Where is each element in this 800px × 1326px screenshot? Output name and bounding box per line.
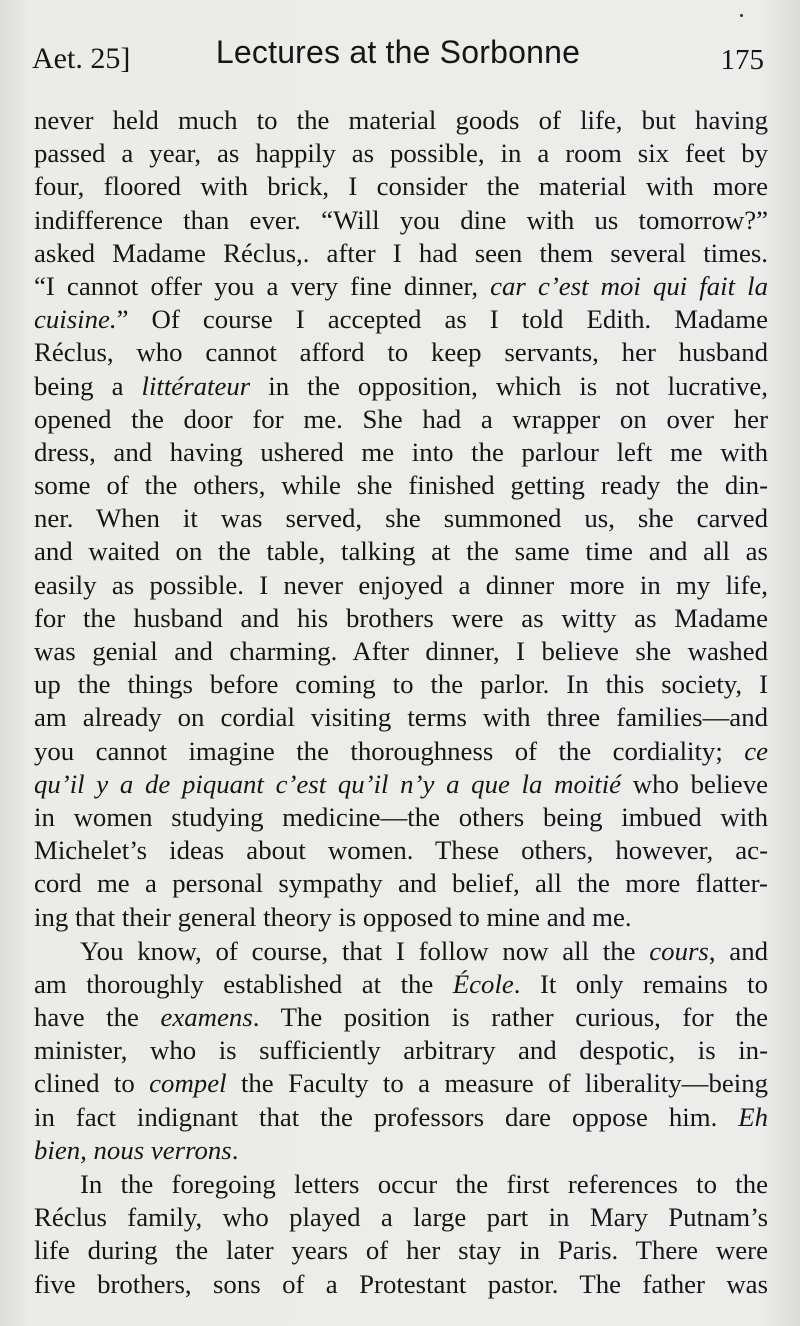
text-line: [34, 701, 768, 734]
text-line: [34, 137, 768, 170]
text-run: for the husband and his brothers were as witty as Madame: [34, 602, 768, 633]
text-line: [34, 968, 768, 1001]
text-run: who believe: [621, 768, 768, 799]
text-run: am already on cordial visiting terms with three families—and: [34, 702, 768, 733]
text-line: [34, 270, 768, 303]
text-line: [34, 170, 768, 203]
text-line: [34, 1067, 768, 1100]
text-line: [34, 801, 768, 834]
text-run: up the things before coming to the parlor. In this society, I: [34, 669, 768, 700]
text-run: indifference than ever. “Will you dine with us tomorrow?”: [34, 204, 768, 235]
text-line: [34, 1001, 768, 1034]
text-run: in the opposition, which is not lucrative,: [250, 370, 769, 401]
text-line: [34, 768, 768, 801]
text-line: [34, 1168, 768, 1201]
text-run: some of the others, while she finished getting ready the din-: [34, 470, 768, 501]
text-run: ing that their general theory is opposed to mine and me.: [34, 901, 632, 932]
text-run: In the foregoing letters occur the first references to the: [80, 1169, 768, 1199]
text-run: easily as possible. I never enjoyed a dinner more in my life,: [34, 569, 768, 600]
italic-phrase: École: [452, 968, 514, 999]
text-line: [34, 1268, 768, 1301]
text-run: am thoroughly established at the: [34, 968, 453, 999]
text-run: minister, who is sufficiently arbitrary and despotic, is in-: [34, 1035, 768, 1066]
italic-phrase: Eh: [738, 1101, 768, 1132]
text-run: life during the later years of her stay in Paris. There were: [34, 1235, 768, 1266]
text-line: [34, 336, 768, 369]
text-run: . It only remains to: [513, 968, 768, 999]
text-run: ner. When it was served, she summoned us, she carved: [34, 503, 768, 534]
text-line: [34, 602, 768, 635]
text-line: [34, 1101, 768, 1134]
italic-phrase: cuisine.: [34, 304, 117, 335]
text-line: [34, 469, 768, 502]
text-line: [34, 901, 768, 934]
italic-phrase: bien, nous verrons: [34, 1134, 232, 1165]
header-title: Lectures at the Sorbonne: [215, 34, 581, 70]
text-run: Michelet’s ideas about women. These others, however, ac-: [34, 835, 768, 866]
text-line: [34, 1234, 768, 1267]
text-run: dress, and having ushered me into the parlour left me with: [34, 436, 768, 467]
text-line: [34, 569, 768, 602]
text-run: the Faculty to a measure of liberality—being: [226, 1068, 768, 1099]
text-run: in fact indignant that the professors dare oppose him.: [34, 1101, 739, 1132]
page-number: 175: [720, 44, 764, 76]
text-run: Réclus family, who played a large part in Mary Putnam’s: [34, 1202, 768, 1233]
text-run: “I cannot offer you a very fine dinner,: [34, 270, 491, 301]
text-line: [34, 834, 768, 867]
text-line: [34, 1134, 768, 1167]
text-line: [34, 935, 768, 968]
text-run: cord me a personal sympathy and belief, all the more flatter-: [34, 868, 768, 899]
italic-phrase: examens: [160, 1002, 253, 1033]
text-run: five brothers, sons of a Protestant pastor. The father was: [34, 1268, 768, 1299]
text-line: [34, 535, 768, 568]
text-run: have the: [34, 1002, 161, 1033]
text-run: ” Of course I accepted as I told Edith. Madame: [116, 304, 768, 335]
text-run: and waited on the table, talking at the same time and all as: [34, 536, 768, 567]
text-run: . The position is rather curious, for the: [252, 1002, 768, 1033]
text-run: , and: [708, 935, 768, 966]
text-line: [34, 668, 768, 701]
text-line: [34, 403, 768, 436]
text-run: .: [231, 1134, 239, 1165]
text-run: being a: [34, 370, 142, 401]
text-line: [34, 735, 768, 768]
text-run: opened the door for me. She had a wrapper on over her: [34, 403, 768, 434]
text-run: four, floored with brick, I consider the material with more: [34, 171, 768, 202]
italic-phrase: car c’est moi qui fait la: [490, 270, 768, 301]
italic-phrase: ce: [744, 735, 768, 766]
body-text: [34, 104, 768, 1301]
italic-phrase: littérateur: [141, 370, 251, 401]
header-age: Aet. 25]: [32, 42, 131, 75]
text-line: [34, 370, 768, 403]
text-line: [34, 635, 768, 668]
italic-phrase: cours: [649, 935, 709, 966]
running-header: [32, 34, 764, 78]
text-line: [34, 1034, 768, 1067]
text-line: [34, 104, 768, 137]
text-line: [34, 237, 768, 270]
text-line: [34, 204, 768, 237]
text-line: [34, 436, 768, 469]
text-run: never held much to the material goods of life, but having: [34, 105, 768, 135]
text-run: passed a year, as happily as possible, in a room six feet by: [34, 138, 768, 169]
text-line: [34, 502, 768, 535]
text-run: Réclus, who cannot afford to keep servants, her husband: [34, 337, 768, 368]
text-run: asked Madame Réclus,. after I had seen them several times.: [34, 237, 768, 268]
text-run: in women studying medicine—the others being imbued with: [34, 801, 768, 832]
text-run: clined to: [34, 1068, 150, 1099]
text-run: was genial and charming. After dinner, I believe she washed: [34, 636, 768, 666]
italic-phrase: compel: [149, 1068, 227, 1099]
text-line: [34, 303, 768, 336]
speck-mark: [740, 14, 743, 17]
text-run: You know, of course, that I follow now all the: [80, 935, 650, 966]
text-line: [34, 867, 768, 900]
text-line: [34, 1201, 768, 1234]
italic-phrase: qu’il y a de piquant c’est qu’il n’y a que la moitié: [34, 768, 622, 799]
text-run: you cannot imagine the thoroughness of the cordiality;: [34, 735, 745, 766]
